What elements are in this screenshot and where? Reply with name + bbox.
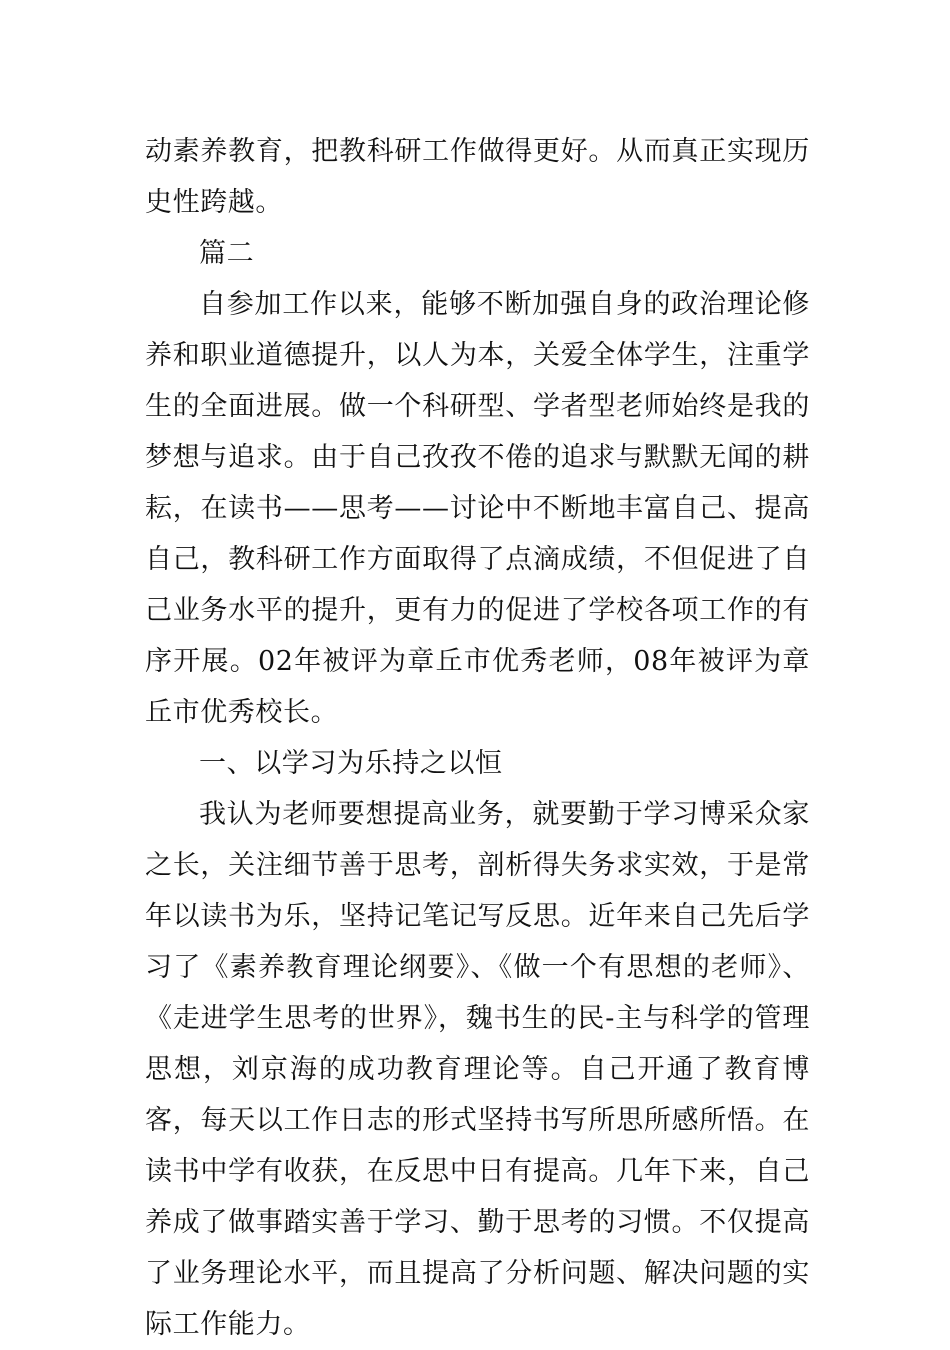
paragraph-continuation: 动素养教育，把教科研工作做得更好。从而真正实现历史性跨越。 bbox=[145, 136, 810, 218]
paragraph-learning: 我认为老师要想提高业务，就要勤于学习博采众家之长，关注细节善于思考，剖析得失务求实效，于是常年以读书为乐，坚持记笔记写反思。近年来自己先后学习了《素养教育理论纲要》、《做一个有思想的老师》、《走进学生思考的世界》，魏书生的民-主与科学的管理思想，刘京海的成功教育理论等。自己开通了教育博客，每天以工作日志的形式坚持书写所思所感所悟。在读书中学有收获，在反思中日有提高。几年下来，自己养成了做事踏实善于学习、勤于思考的习惯。不仅提高了业务理论水平，而且提高了分析问题、解决问题的实际工作能力。 bbox=[145, 799, 810, 1340]
document-body bbox=[145, 126, 810, 1350]
section-heading-part-two: 篇二 bbox=[199, 238, 255, 269]
paragraph-intro: 自参加工作以来，能够不断加强自身的政治理论修养和职业道德提升，以人为本，关爱全体学生，注重学生的全面进展。做一个科研型、学者型老师始终是我的梦想与追求。由于自己孜孜不倦的追求与默默无闻的耕耘，在读书——思考——讨论中不断地丰富自己、提高自己，教科研工作方面取得了点滴成绩，不但促进了自己业务水平的提升，更有力的促进了学校各项工作的有序开展。02年被评为章丘市优秀老师，08年被评为章丘市优秀校长。 bbox=[145, 289, 810, 728]
section-heading-learning: 一、以学习为乐持之以恒 bbox=[199, 748, 503, 779]
